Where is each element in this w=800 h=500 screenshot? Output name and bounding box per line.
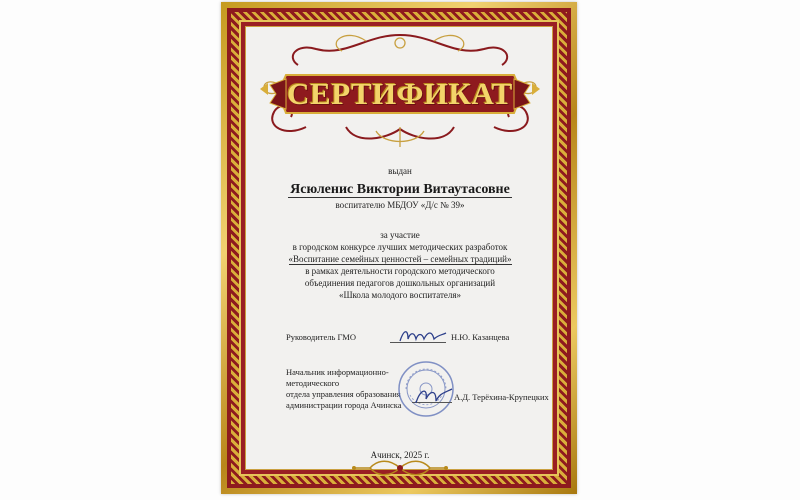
award-line: «Школа молодого воспитателя» — [338, 290, 462, 300]
certificate — [221, 2, 577, 494]
recipient-name-text: Ясюленис Виктории Витаутасовне — [290, 182, 510, 197]
award-text — [246, 229, 554, 301]
certificate-banner — [286, 71, 514, 117]
signatory-role-line: администрации города Ачинска — [286, 400, 402, 410]
signatory-role-line: Начальник информационно-методического — [286, 367, 389, 388]
recipient-name — [246, 181, 554, 198]
award-line-project — [246, 253, 554, 265]
award-line: в рамках деятельности городского методического — [305, 266, 495, 276]
signatory-name: Н.Ю. Казанцева — [451, 332, 510, 342]
city-date: Ачинск, 2025 г. — [370, 450, 430, 460]
award-line: объединения педагогов дошкольных организаций — [304, 278, 496, 288]
bottom-ornament-icon — [350, 457, 450, 479]
project-title: «Воспитание семейных ценностей – семейных традиций» — [288, 254, 512, 264]
signatory-name: А.Д. Терёхина-Крупецких — [454, 392, 549, 402]
signature-icon — [414, 383, 454, 407]
signature-icon — [396, 325, 448, 345]
issued-label: выдан — [388, 166, 412, 176]
award-line: за участие — [380, 230, 420, 240]
certificate-title: СЕРТИФИКАТ — [287, 76, 513, 111]
signatory-role-line: отдела управления образования — [286, 389, 401, 399]
signatory-role: Руководитель ГМО — [286, 332, 356, 342]
certificate-paper — [245, 26, 553, 470]
award-line: в городском конкурсе лучших методических разработок — [292, 242, 508, 252]
recipient-position: воспитателю МБДОУ «Д/с № 39» — [335, 200, 465, 210]
